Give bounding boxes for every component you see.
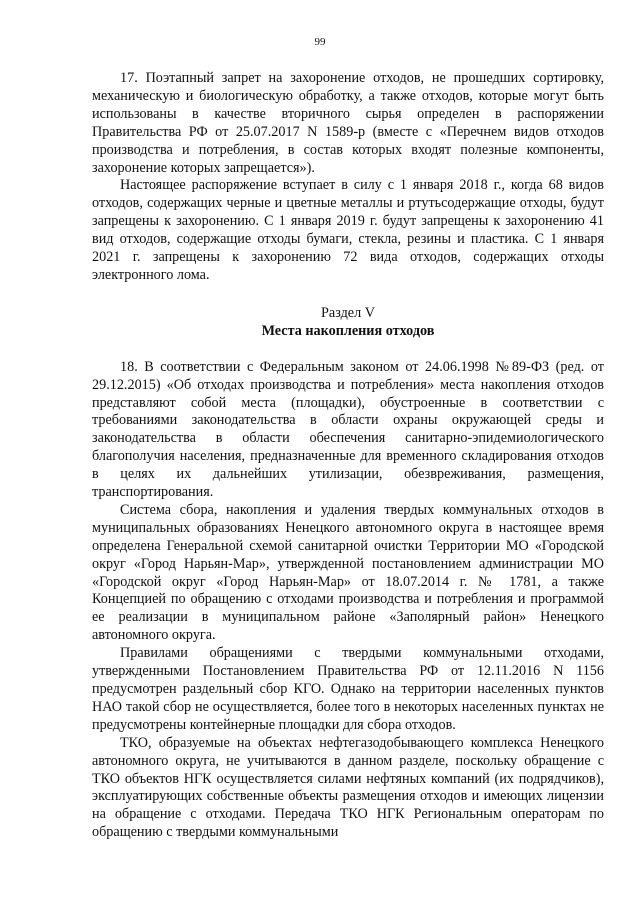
section-heading — [92, 305, 604, 341]
paragraph-18: 18. В соответствии с Федеральным законом от 24.06.1998 №89-ФЗ (ред. от 29.12.2015) «Об отходах производства и потребления» места накопления отходов представляют собой места (площадки), обустроенные в соответствии с требованиями законодательства в области охраны окружающей среды и законодательства в области обеспечения санитарно-эпидемиологического благополучия населения, предназначенные для временного складирования отходов в целях их дальнейших утилизации, обезвреживания, размещения, транспортирования. — [92, 358, 604, 501]
paragraph-separate-collection: Правилами обращениями с твердыми коммунальными отходами, утвержденными Постановлением Правительства РФ от 12.11.2016 N 1156 предусмотрен раздельный сбор КГО. Однако на территории населенных пунктов НАО такой сбор не осуществляется, более того в некоторых населенных пунктах не предусмотрены контейнерные площадки для сбора отходов. — [92, 645, 604, 733]
paragraph-collection-system: Система сбора, накопления и удаления твердых коммунальных отходов в муниципальных образованиях Ненецкого автономного округа в настоящее время определена Генеральной схемой санитарной очистки Территории МО «Городской округ «Город Нарьян-Мар», утвержденной постановлением администрации МО «Городской округ «Город Нарьян-Мар» от 18.07.2014 г. № 1781, а также Концепцией по обращению с отходами производства и потребления и программой ее реализации в муниципальном районе «Заполярный район» Ненецкого автономного округа. — [92, 501, 604, 644]
document-body — [92, 70, 604, 842]
section-label: Раздел V — [321, 304, 375, 321]
section-title: Места накопления отходов — [261, 322, 435, 339]
page-number: 99 — [314, 36, 326, 48]
paragraph-oil-gas-waste: ТКО, образуемые на объектах нефтегазодобывающего комплекса Ненецкого автономного округа, не учитываются в данном разделе, поскольку обращение с ТКО объектов НГК осуществляется силами нефтяных компаний (их подрядчиков), эксплуатирующих собственные объекты размещения отходов и имеющих лицензии на обращение с отходами. Передача ТКО НГК Региональным операторам по обращению с твердыми коммунальными — [92, 734, 604, 841]
paragraph-order-effective-dates: Настоящее распоряжение вступает в силу с 1 января 2018 г., когда 68 видов отходов, содержащих черные и цветные металлы и ртутьсодержащие отходы, будут запрещены к захоронению. С 1 января 2019 г. будут запрещены к захоронению 41 вид отходов, содержащие отходы бумаги, стекла, резины и пластика. С 1 января 2021 г. запрещены к захоронению 72 вида отходов, содержащих отходы электронного лома. — [92, 177, 604, 283]
paragraph-17: 17. Поэтапный запрет на захоронение отходов, не прошедших сортировку, механическую и биологическую обработку, а также отходов, которые могут быть использованы в качестве вторичного сырья определен в распоряжении Правительства РФ от 25.07.2017 N 1589-р (вместе с «Перечнем видов отходов производства и потребления, в состав которых входят полезные компоненты, захоронение которых запрещается»). — [92, 70, 604, 176]
